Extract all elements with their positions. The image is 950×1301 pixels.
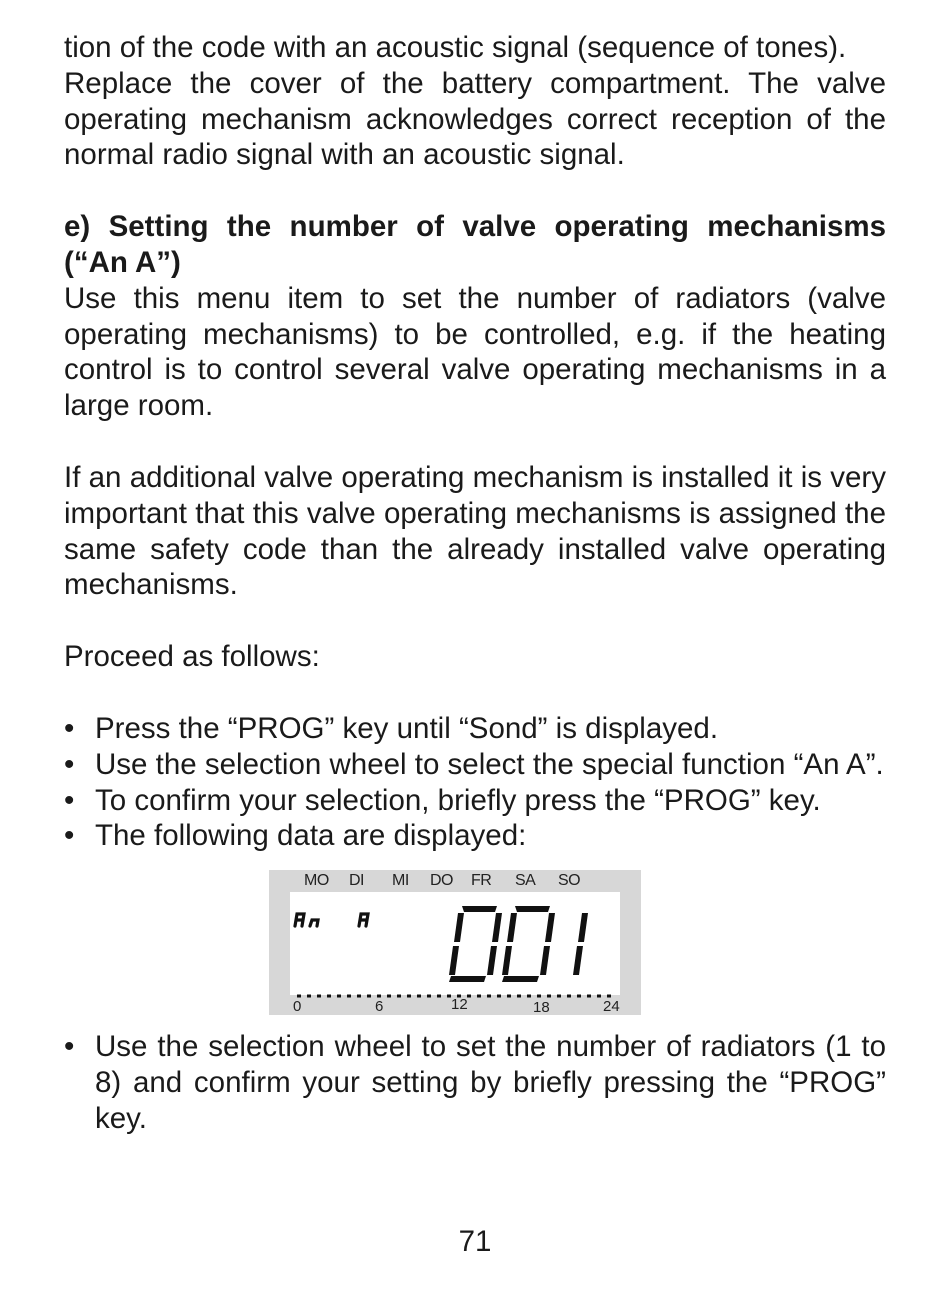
lcd-display-figure <box>269 870 641 1015</box>
lcd-segments <box>290 892 620 995</box>
lcd-mode-text <box>295 914 368 926</box>
manual-page <box>64 30 886 1137</box>
lcd-day-label: SO <box>558 872 581 890</box>
lcd-day-label: SA <box>515 872 536 890</box>
steps-list <box>64 711 886 854</box>
lcd-day-label: FR <box>471 872 492 890</box>
section-note: If an additional valve operating mechanism is installed it is very important that this valve operating mechanisms is assigned the same safety code than the already installed valve operating mechanisms. <box>64 460 886 602</box>
page-number: 71 <box>458 1225 492 1258</box>
step-item: • Use the selection wheel to select the special function “An A”. <box>64 747 886 783</box>
lcd-day-label: DO <box>430 872 453 890</box>
lcd-hour-label: 0 <box>293 998 302 1016</box>
section-intro: Use this menu item to set the number of radiators (valve operating mechanisms) to be controlled, e.g. if the heating control is to control several valve operating mechanisms in a large room. <box>64 281 886 423</box>
section-heading: e) Setting the number of valve operating mechanisms (“An A”) <box>64 210 886 279</box>
paragraph-replace-cover: Replace the cover of the battery compartment. The valve operating mechanism acknowledges correct reception of the normal radio signal with an acoustic signal. <box>64 66 886 172</box>
lcd-day-label: DI <box>349 872 364 890</box>
proceed-label: Proceed as follows: <box>64 640 320 674</box>
step-item: • Use the selection wheel to set the number of radiators (1 to 8) and confirm your setting by briefly pressing the “PROG” key. <box>64 1029 886 1136</box>
lcd-hour-label: 12 <box>451 996 468 1014</box>
lcd-day-label: MO <box>304 872 329 890</box>
paragraph-continuation: tion of the code with an acoustic signal (sequence of tones). <box>64 31 847 64</box>
lcd-hour-label: 18 <box>533 999 550 1017</box>
lcd-hour-label: 24 <box>603 998 620 1016</box>
lcd-hour-scale <box>269 996 641 1017</box>
lcd-day-label: MI <box>392 872 409 890</box>
final-steps-list <box>64 1029 886 1136</box>
step-item: • The following data are displayed: <box>64 818 886 854</box>
lcd-day-row <box>269 872 641 892</box>
lcd-screen <box>290 892 620 995</box>
step-item: • To confirm your selection, briefly press the “PROG” key. <box>64 783 886 819</box>
lcd-value-digits <box>449 906 588 982</box>
lcd-hour-label: 6 <box>375 998 384 1016</box>
step-item: • Press the “PROG” key until “Sond” is displayed. <box>64 711 886 747</box>
